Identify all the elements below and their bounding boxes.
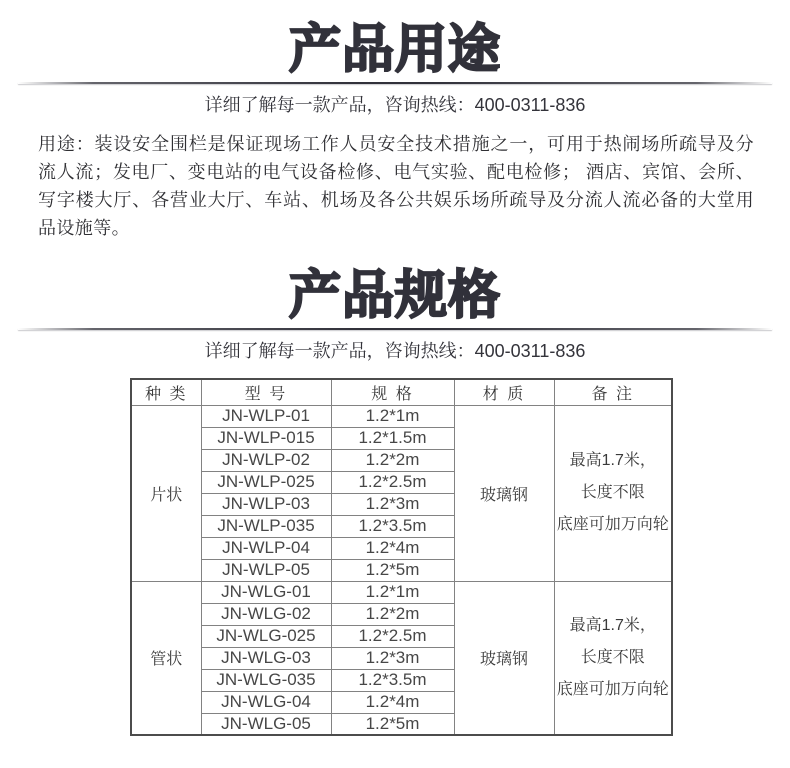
spec-cell: 1.2*1m [331,405,454,427]
column-header-model: 型 号 [201,379,331,405]
column-header-note: 备 注 [554,379,672,405]
spec-cell: 1.2*4m [331,691,454,713]
model-cell: JN-WLG-04 [201,691,331,713]
spec-cell: 1.2*1m [331,581,454,603]
model-cell: JN-WLP-01 [201,405,331,427]
note-cell [554,581,672,735]
note-line: 长度不限 [580,648,645,666]
spec-table-body [131,405,672,735]
usage-section [0,22,790,242]
model-cell: JN-WLP-04 [201,537,331,559]
spec-cell: 1.2*3m [331,647,454,669]
model-cell: JN-WLG-05 [201,713,331,735]
note-line: 长度不限 [580,484,645,501]
specs-section-title: 产品规格 [288,267,501,325]
note-line: 最高1.7米， [569,616,656,634]
usage-paragraph: 用途：装设安全围栏是保证现场工作人员安全技术措施之一，可用于热闹场所疏导及分流人流；发电厂、变电站的电气设备检修、电气实验、配电检修； 酒店、宾馆、会所、写字楼大厅、各营业大厅、车站、机场及各公共娱乐场所疏导及分流人流必备的大堂用品设施等。 [38,134,754,238]
spec-cell: 1.2*2.5m [331,625,454,647]
category-cell: 管状 [131,581,201,735]
usage-section-title: 产品用途 [288,21,501,79]
material-cell: 玻璃钢 [454,581,554,735]
note-line: 最高1.7米， [569,452,656,469]
column-header-category: 种 类 [131,379,201,405]
note-cell [554,405,672,581]
category-cell: 片状 [131,405,201,581]
title-divider [18,328,772,330]
model-cell: JN-WLP-025 [201,471,331,493]
model-cell: JN-WLG-02 [201,603,331,625]
model-cell: JN-WLP-035 [201,515,331,537]
spec-cell: 1.2*2.5m [331,471,454,493]
title-divider [18,82,772,84]
model-cell: JN-WLG-03 [201,647,331,669]
usage-hotline-subtitle: 详细了解每一款产品，咨询热线：400-0311-836 [204,95,586,115]
spec-cell: 1.2*3.5m [331,515,454,537]
spec-cell: 1.2*2m [331,603,454,625]
spec-cell: 1.2*5m [331,559,454,581]
spec-cell: 1.2*2m [331,449,454,471]
table-row [131,581,672,603]
specs-hotline-subtitle: 详细了解每一款产品，咨询热线：400-0311-836 [204,341,586,361]
model-cell: JN-WLG-01 [201,581,331,603]
note-line: 底座可加万向轮 [556,680,669,698]
model-cell: JN-WLG-035 [201,669,331,691]
material-cell: 玻璃钢 [454,405,554,581]
table-row [131,405,672,427]
spec-cell: 1.2*5m [331,713,454,735]
model-cell: JN-WLP-03 [201,493,331,515]
spec-cell: 1.2*3m [331,493,454,515]
spec-cell: 1.2*4m [331,537,454,559]
note-line: 底座可加万向轮 [556,516,669,533]
spec-table-header-row [131,379,672,405]
model-cell: JN-WLP-02 [201,449,331,471]
column-header-spec: 规 格 [331,379,454,405]
spec-table [130,378,673,736]
spec-cell: 1.2*3.5m [331,669,454,691]
model-cell: JN-WLG-025 [201,625,331,647]
column-header-material: 材 质 [454,379,554,405]
model-cell: JN-WLP-05 [201,559,331,581]
model-cell: JN-WLP-015 [201,427,331,449]
specs-section [0,268,790,736]
spec-cell: 1.2*1.5m [331,427,454,449]
